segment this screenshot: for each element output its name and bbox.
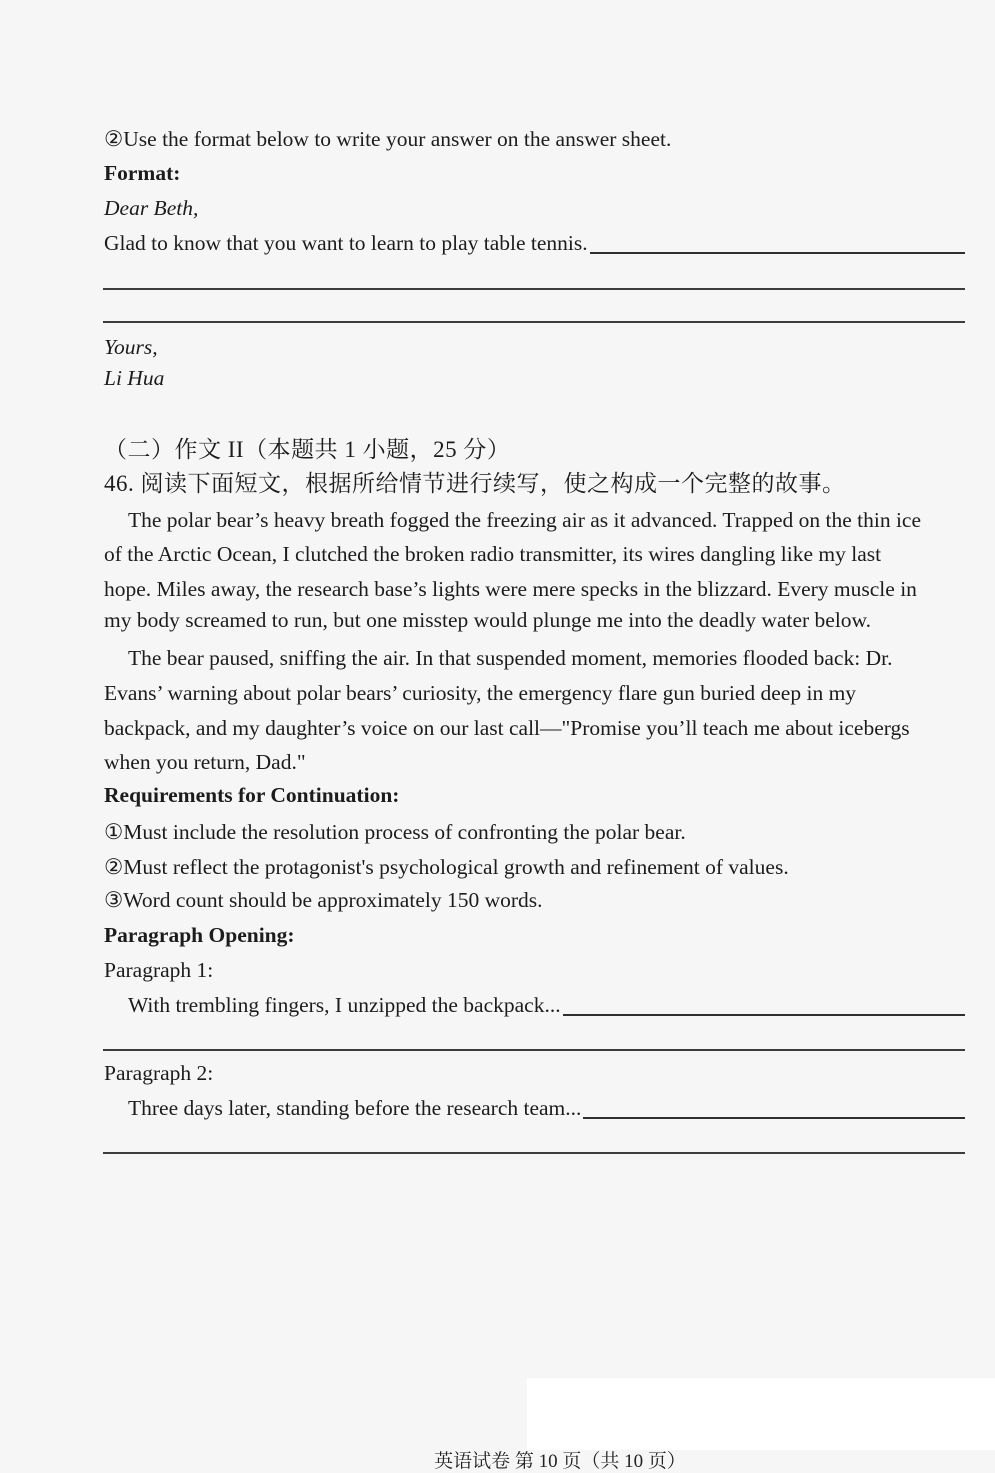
passage-line: when you return, Dad."	[104, 750, 306, 774]
passage-line: Evans’ warning about polar bears’ curiosity, the emergency flare gun buried deep in my	[104, 681, 857, 705]
requirements-heading: Requirements for Continuation:	[104, 783, 400, 807]
section-heading: （二）作文 II（本题共 1 小题，25 分）	[104, 437, 511, 462]
question-prompt: 46. 阅读下面短文，根据所给情节进行续写，使之构成一个完整的故事。	[104, 471, 846, 496]
requirement-item: ③Word count should be approximately 150 words.	[104, 888, 543, 912]
paragraph2-label: Paragraph 2:	[104, 1061, 214, 1085]
passage-line: of the Arctic Ocean, I clutched the broken radio transmitter, its wires dangling like my last	[104, 542, 882, 566]
letter-closing: Yours,	[104, 335, 158, 359]
passage-line: backpack, and my daughter’s voice on our last call—"Promise you’ll teach me about icebergs	[104, 716, 910, 740]
passage-line: hope. Miles away, the research base’s lights were mere specks in the blizzard. Every muscle in	[104, 577, 917, 601]
answer-rule-line	[103, 1152, 965, 1154]
paragraph1-opening-row	[128, 990, 965, 1020]
paragraph1-opening-line: With trembling fingers, I unzipped the backpack...	[128, 993, 561, 1017]
format-label: Format:	[104, 161, 181, 185]
answer-rule-line	[103, 288, 965, 290]
answer-rule-line	[103, 321, 965, 323]
paragraph2-opening-row	[128, 1093, 965, 1123]
paragraph2-opening-line: Three days later, standing before the research team...	[128, 1096, 582, 1120]
passage-line: The bear paused, sniffing the air. In that suspended moment, memories flooded back: Dr.	[128, 646, 893, 670]
requirement-item: ②Must reflect the protagonist's psychological growth and refinement of values.	[104, 855, 789, 879]
paragraph-opening-heading: Paragraph Opening:	[104, 923, 295, 947]
answer-blank-line	[563, 990, 965, 1016]
letter-opening-line: Glad to know that you want to learn to play table tennis.	[104, 231, 588, 255]
answer-blank-line	[590, 228, 965, 254]
paragraph1-label: Paragraph 1:	[104, 958, 214, 982]
letter-signature: Li Hua	[104, 366, 165, 390]
passage-line: my body screamed to run, but one misstep would plunge me into the deadly water below.	[104, 608, 872, 632]
letter-opening-row	[104, 228, 965, 258]
answer-blank-line	[583, 1093, 965, 1119]
passage-line: The polar bear’s heavy breath fogged the freezing air as it advanced. Trapped on the thin ice	[128, 508, 922, 532]
requirement-item: ①Must include the resolution process of confronting the polar bear.	[104, 820, 686, 844]
white-patch	[527, 1378, 995, 1450]
page-footer: 英语试卷 第 10 页（共 10 页）	[434, 1451, 686, 1472]
answer-rule-line	[103, 1049, 965, 1051]
instruction-line: ②Use the format below to write your answer on the answer sheet.	[104, 127, 672, 151]
letter-salutation: Dear Beth,	[104, 196, 199, 220]
